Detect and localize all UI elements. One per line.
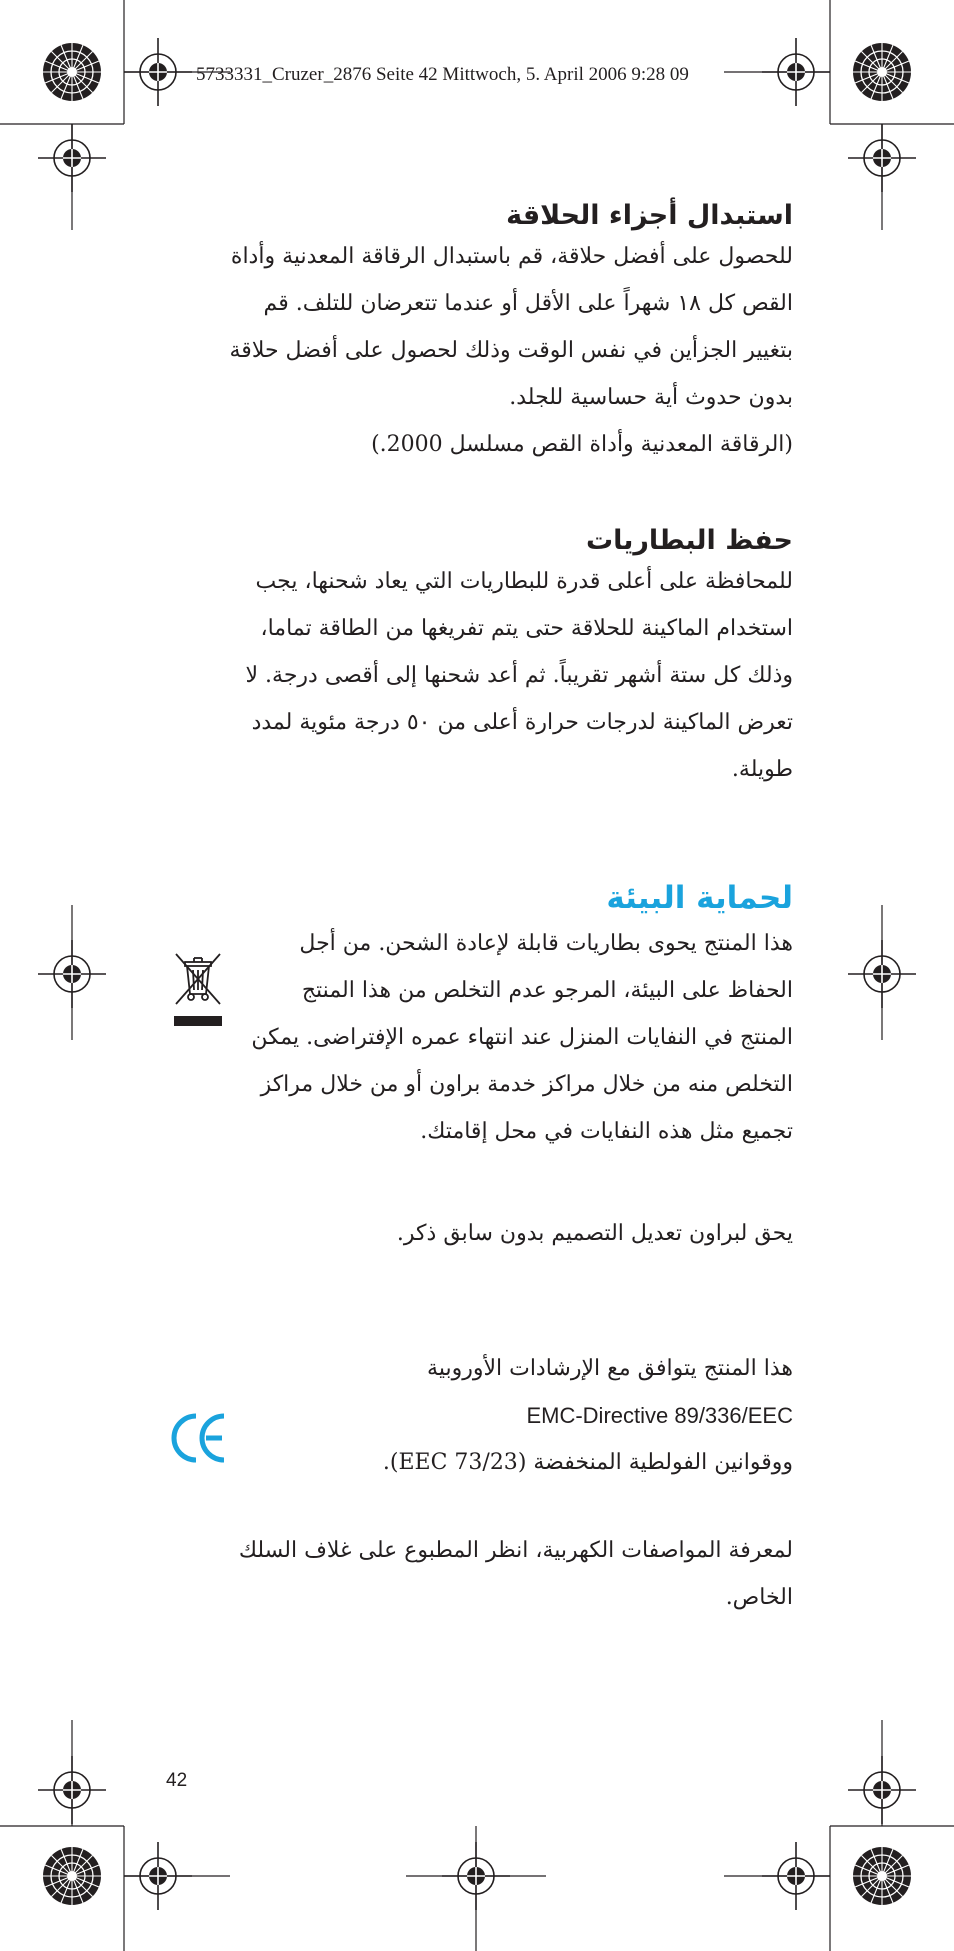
batteries-line-3: وذلك كل ستة أشهر تقريباً. ثم أعد شحنها إلى أقصى درجة. لا — [245, 663, 793, 688]
replacement-line-2: القص كل ١٨ شهراً على الأقل أو عندما تتعرضان للتلف. قم — [263, 291, 793, 316]
environment-line-2: الحفاظ على البيئة، المرجو عدم التخلص من هذا المنتج — [301, 978, 793, 1003]
batteries-line-1: للمحافظة على أعلى قدرة للبطاريات التي يعاد شحنها، يجب — [255, 569, 793, 594]
environment-line-3: المنتج في النفايات المنزل عند انتهاء عمره الإفتراضى. يمكن — [251, 1025, 793, 1050]
batteries-line-4: تعرض الماكينة لدرجات حرارة أعلى من ٥٠ درجة مئوية لمدد — [251, 710, 793, 735]
electrical-line-2: الخاص. — [725, 1585, 793, 1610]
section-batteries — [205, 525, 793, 793]
section-replacement — [205, 200, 793, 468]
section-compliance — [205, 1345, 793, 1486]
environment-line-1: هذا المنتج يحوى بطاريات قابلة لإعادة الشحن. من أجل — [299, 931, 793, 956]
batteries-title: حفظ البطاريات — [585, 525, 793, 556]
design-note-text: يحق لبراون تعديل التصميم بدون سابق ذكر. — [396, 1221, 793, 1246]
replacement-line-1: للحصول على أفضل حلاقة، قم باستبدال الرقاقة المعدنية وأداة — [230, 244, 793, 269]
section-design-note — [205, 1210, 793, 1257]
section-environment — [205, 880, 793, 1155]
replacement-line-3: بتغيير الجزأين في نفس الوقت وذلك لحصول على أفضل حلاقة — [229, 338, 793, 363]
crossed-out-wheelie-bin-icon — [172, 952, 224, 1028]
compliance-line-3: ووقوانين الفولطية المنخفضة (73/23 EEC). — [382, 1450, 793, 1475]
replacement-title: استبدال أجزاء الحلاقة — [506, 200, 793, 231]
batteries-line-2: استخدام الماكينة للحلاقة حتى يتم تفريغها من الطاقة تماما، — [260, 616, 793, 641]
compliance-line-1: هذا المنتج يتوافق مع الإرشادات الأوروبية — [427, 1356, 793, 1381]
environment-title: لحماية البيئة — [606, 880, 793, 916]
replacement-line-5: (الرقاقة المعدنية وأداة القص مسلسل 2000.) — [371, 432, 793, 457]
environment-line-5: تجميع مثل هذه النفايات في محل إقامتك. — [420, 1119, 793, 1144]
electrical-line-1: لمعرفة المواصفات الكهربية، انظر المطبوع على غلاف السلك — [238, 1538, 793, 1563]
replacement-line-4: بدون حدوث أية حساسية للجلد. — [509, 385, 793, 410]
compliance-line-2: EMC-Directive 89/336/EEC — [526, 1403, 793, 1428]
print-info-header: 5733331_Cruzer_2876 Seite 42 Mittwoch, 5. April 2006 9:28 09 — [196, 64, 689, 85]
section-electrical — [205, 1527, 793, 1621]
batteries-line-5: طويلة. — [731, 757, 793, 782]
page-number: 42 — [166, 1770, 188, 1791]
ce-mark-icon — [170, 1410, 228, 1466]
environment-line-4: التخلص منه من خلال مراكز خدمة براون أو من خلال مراكز — [260, 1072, 793, 1097]
